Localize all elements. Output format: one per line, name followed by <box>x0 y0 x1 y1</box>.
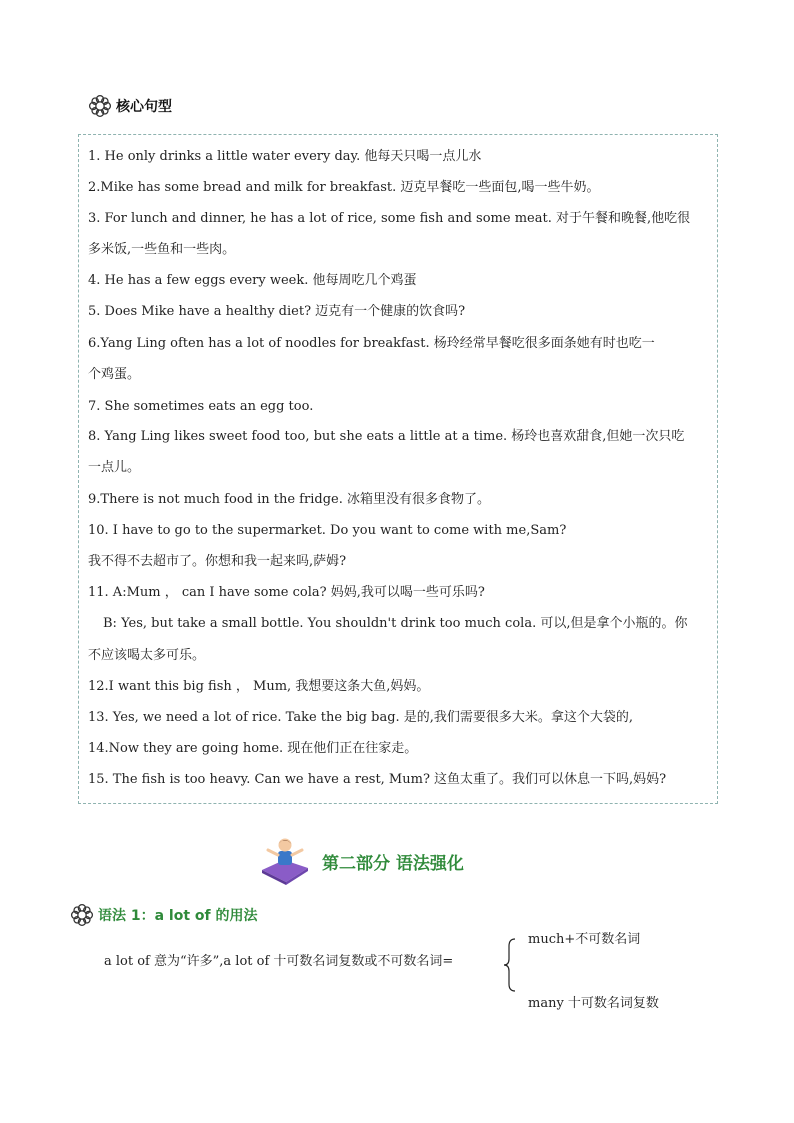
branch-many: many 十可数名词复数 <box>528 996 659 1011</box>
sentence-line: 我不得不去超市了。你想和我一起来吗,萨姆? <box>88 554 347 569</box>
sentence-line: 1. He only drinks a little water every day. 他每天只喝一点儿水 <box>88 149 482 164</box>
sentence-line: 4. He has a few eggs every week. 他每周吃几个鸡蛋 <box>88 273 417 288</box>
core-section-heading <box>88 94 172 118</box>
sentence-line: 13. Yes, we need a lot of rice. Take the big bag. 是的,我们需要很多大米。拿这个大袋的, <box>88 710 634 725</box>
grammar-1-heading <box>70 903 258 927</box>
sentence-line: 7. She sometimes eats an egg too. <box>88 399 314 414</box>
sentence-line: 8. Yang Ling likes sweet food too, but she eats a little at a time. 杨玲也喜欢甜食,但她一次只吃 <box>88 429 685 444</box>
sentence-line: 12.I want this big fish ， Mum, 我想要这条大鱼,妈妈。 <box>88 679 430 694</box>
sentence-line: 2.Mike has some bread and milk for breakfast. 迈克早餐吃一些面包,喝一些牛奶。 <box>88 180 600 195</box>
brace-symbol <box>503 938 517 992</box>
flower-icon <box>70 903 94 927</box>
sentence-line: 一点儿。 <box>88 460 141 475</box>
grammar-1-title: 语法 1：a lot of 的用法 <box>98 908 258 924</box>
sentence-line: 不应该喝太多可乐。 <box>88 648 206 663</box>
core-section-title: 核心句型 <box>116 99 172 115</box>
sentence-line: 15. The fish is too heavy. Can we have a rest, Mum? 这鱼太重了。我们可以休息一下吗,妈妈? <box>88 772 667 787</box>
sentence-line: 14.Now they are going home. 现在他们正在往家走。 <box>88 741 418 756</box>
sentence-line: B: Yes, but take a small bottle. You shouldn't drink too much cola. 可以,但是拿个小瓶的。你 <box>103 616 688 631</box>
sentence-line: 10. I have to go to the supermarket. Do you want to come with me,Sam? <box>88 523 567 538</box>
part-two-title: 第二部分 语法强化 <box>322 853 464 874</box>
sentence-line: 3. For lunch and dinner, he has a lot of rice, some fish and some meat. 对于午餐和晚餐,他吃很 <box>88 211 691 226</box>
sentence-line: 个鸡蛋。 <box>88 367 141 382</box>
sentence-line: 9.There is not much food in the fridge. 冰箱里没有很多食物了。 <box>88 492 490 507</box>
sentence-line: 5. Does Mike have a healthy diet? 迈克有一个健康的饮食吗? <box>88 304 466 319</box>
sentence-line: 11. A:Mum ， can I have some cola? 妈妈,我可以喝一些可乐吗? <box>88 585 485 600</box>
student-reading-icon <box>256 836 314 886</box>
core-sentences-box <box>78 134 718 804</box>
sentence-line: 6.Yang Ling often has a lot of noodles for breakfast. 杨玲经常早餐吃很多面条她有时也吃一 <box>88 336 655 351</box>
flower-icon <box>88 94 112 118</box>
sentence-line: 多米饭,一些鱼和一些肉。 <box>88 242 236 257</box>
part-two-heading <box>256 836 464 886</box>
branch-much: much+不可数名词 <box>528 932 641 944</box>
grammar-1-formula: a lot of 意为“许多”,a lot of 十可数名词复数或不可数名词= <box>104 954 454 969</box>
